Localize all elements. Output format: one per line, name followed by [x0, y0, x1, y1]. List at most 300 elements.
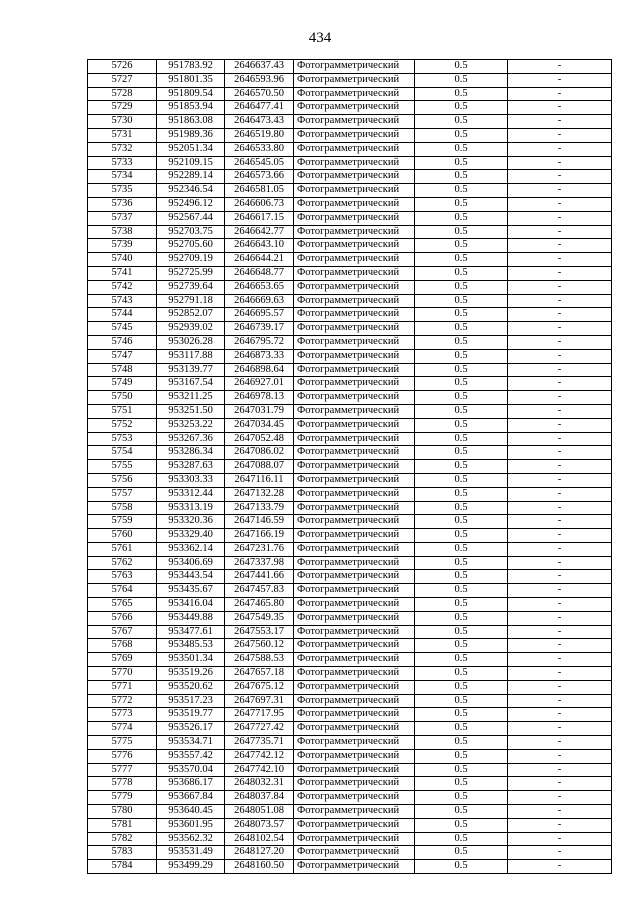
x-coordinate-cell: 952791.18: [157, 294, 225, 308]
table-row: [88, 363, 612, 377]
method-cell: Фотограмметрический: [294, 598, 415, 612]
method-cell: Фотограмметрический: [294, 391, 415, 405]
method-cell: Фотограмметрический: [294, 487, 415, 501]
table-row: [88, 529, 612, 543]
x-coordinate-cell: 952939.02: [157, 322, 225, 336]
x-coordinate-cell: 953562.32: [157, 832, 225, 846]
accuracy-cell: 0.5: [415, 377, 508, 391]
x-coordinate-cell: 953251.50: [157, 404, 225, 418]
method-cell: Фотограмметрический: [294, 73, 415, 87]
table-row: [88, 584, 612, 598]
y-coordinate-cell: 2647657.18: [225, 667, 294, 681]
note-cell: -: [508, 308, 612, 322]
accuracy-cell: 0.5: [415, 404, 508, 418]
note-cell: -: [508, 142, 612, 156]
x-coordinate-cell: 952567.44: [157, 211, 225, 225]
note-cell: -: [508, 266, 612, 280]
table-row: [88, 653, 612, 667]
method-cell: Фотограмметрический: [294, 266, 415, 280]
point-number-cell: 5743: [88, 294, 157, 308]
table-row: [88, 763, 612, 777]
y-coordinate-cell: 2647337.98: [225, 556, 294, 570]
method-cell: Фотограмметрический: [294, 363, 415, 377]
method-cell: Фотограмметрический: [294, 625, 415, 639]
x-coordinate-cell: 951783.92: [157, 60, 225, 74]
table-row: [88, 377, 612, 391]
x-coordinate-cell: 953519.77: [157, 708, 225, 722]
method-cell: Фотограмметрический: [294, 197, 415, 211]
table-row: [88, 473, 612, 487]
method-cell: Фотограмметрический: [294, 211, 415, 225]
x-coordinate-cell: 952496.12: [157, 197, 225, 211]
table-row: [88, 391, 612, 405]
table-row: [88, 253, 612, 267]
accuracy-cell: 0.5: [415, 60, 508, 74]
note-cell: -: [508, 542, 612, 556]
table-row: [88, 115, 612, 129]
note-cell: -: [508, 197, 612, 211]
point-number-cell: 5777: [88, 763, 157, 777]
point-number-cell: 5748: [88, 363, 157, 377]
point-number-cell: 5741: [88, 266, 157, 280]
note-cell: -: [508, 515, 612, 529]
note-cell: -: [508, 253, 612, 267]
table-row: [88, 156, 612, 170]
note-cell: -: [508, 87, 612, 101]
table-row: [88, 404, 612, 418]
method-cell: Фотограмметрический: [294, 377, 415, 391]
note-cell: -: [508, 404, 612, 418]
x-coordinate-cell: 952109.15: [157, 156, 225, 170]
y-coordinate-cell: 2647146.59: [225, 515, 294, 529]
note-cell: -: [508, 611, 612, 625]
note-cell: -: [508, 860, 612, 874]
x-coordinate-cell: 951853.94: [157, 101, 225, 115]
accuracy-cell: 0.5: [415, 805, 508, 819]
x-coordinate-cell: 953557.42: [157, 749, 225, 763]
point-number-cell: 5750: [88, 391, 157, 405]
accuracy-cell: 0.5: [415, 363, 508, 377]
table-row: [88, 515, 612, 529]
point-number-cell: 5760: [88, 529, 157, 543]
y-coordinate-cell: 2646653.65: [225, 280, 294, 294]
point-number-cell: 5761: [88, 542, 157, 556]
x-coordinate-cell: 953501.34: [157, 653, 225, 667]
accuracy-cell: 0.5: [415, 446, 508, 460]
accuracy-cell: 0.5: [415, 239, 508, 253]
table-row: [88, 736, 612, 750]
point-number-cell: 5742: [88, 280, 157, 294]
table-row: [88, 777, 612, 791]
y-coordinate-cell: 2648032.31: [225, 777, 294, 791]
method-cell: Фотограмметрический: [294, 294, 415, 308]
y-coordinate-cell: 2647231.76: [225, 542, 294, 556]
y-coordinate-cell: 2647465.80: [225, 598, 294, 612]
table-row: [88, 170, 612, 184]
y-coordinate-cell: 2648051.08: [225, 805, 294, 819]
table-body: [88, 60, 612, 874]
method-cell: Фотограмметрический: [294, 460, 415, 474]
method-cell: Фотограмметрический: [294, 501, 415, 515]
method-cell: Фотограмметрический: [294, 142, 415, 156]
table-row: [88, 639, 612, 653]
point-number-cell: 5783: [88, 846, 157, 860]
point-number-cell: 5764: [88, 584, 157, 598]
accuracy-cell: 0.5: [415, 791, 508, 805]
method-cell: Фотограмметрический: [294, 101, 415, 115]
x-coordinate-cell: 952705.60: [157, 239, 225, 253]
x-coordinate-cell: 951989.36: [157, 128, 225, 142]
method-cell: Фотограмметрический: [294, 418, 415, 432]
point-number-cell: 5726: [88, 60, 157, 74]
method-cell: Фотограмметрический: [294, 542, 415, 556]
note-cell: -: [508, 749, 612, 763]
note-cell: -: [508, 680, 612, 694]
note-cell: -: [508, 391, 612, 405]
y-coordinate-cell: 2647742.12: [225, 749, 294, 763]
y-coordinate-cell: 2647717.95: [225, 708, 294, 722]
point-number-cell: 5744: [88, 308, 157, 322]
note-cell: -: [508, 156, 612, 170]
method-cell: Фотограмметрический: [294, 708, 415, 722]
accuracy-cell: 0.5: [415, 736, 508, 750]
accuracy-cell: 0.5: [415, 584, 508, 598]
table-row: [88, 128, 612, 142]
method-cell: Фотограмметрический: [294, 87, 415, 101]
method-cell: Фотограмметрический: [294, 239, 415, 253]
note-cell: -: [508, 432, 612, 446]
table-row: [88, 487, 612, 501]
table-row: [88, 432, 612, 446]
accuracy-cell: 0.5: [415, 211, 508, 225]
accuracy-cell: 0.5: [415, 542, 508, 556]
accuracy-cell: 0.5: [415, 680, 508, 694]
method-cell: Фотограмметрический: [294, 225, 415, 239]
method-cell: Фотограмметрический: [294, 763, 415, 777]
method-cell: Фотограмметрический: [294, 749, 415, 763]
point-number-cell: 5784: [88, 860, 157, 874]
method-cell: Фотограмметрический: [294, 667, 415, 681]
y-coordinate-cell: 2647441.66: [225, 570, 294, 584]
note-cell: -: [508, 653, 612, 667]
x-coordinate-cell: 953416.04: [157, 598, 225, 612]
point-number-cell: 5781: [88, 818, 157, 832]
note-cell: -: [508, 60, 612, 74]
x-coordinate-cell: 953286.34: [157, 446, 225, 460]
x-coordinate-cell: 953362.14: [157, 542, 225, 556]
note-cell: -: [508, 225, 612, 239]
note-cell: -: [508, 280, 612, 294]
method-cell: Фотограмметрический: [294, 335, 415, 349]
note-cell: -: [508, 73, 612, 87]
accuracy-cell: 0.5: [415, 128, 508, 142]
accuracy-cell: 0.5: [415, 611, 508, 625]
x-coordinate-cell: 952852.07: [157, 308, 225, 322]
note-cell: -: [508, 363, 612, 377]
y-coordinate-cell: 2647031.79: [225, 404, 294, 418]
y-coordinate-cell: 2647133.79: [225, 501, 294, 515]
point-number-cell: 5762: [88, 556, 157, 570]
method-cell: Фотограмметрический: [294, 832, 415, 846]
table-row: [88, 142, 612, 156]
y-coordinate-cell: 2647560.12: [225, 639, 294, 653]
accuracy-cell: 0.5: [415, 598, 508, 612]
accuracy-cell: 0.5: [415, 184, 508, 198]
method-cell: Фотограмметрический: [294, 184, 415, 198]
point-number-cell: 5780: [88, 805, 157, 819]
method-cell: Фотограмметрический: [294, 584, 415, 598]
table-row: [88, 598, 612, 612]
accuracy-cell: 0.5: [415, 349, 508, 363]
y-coordinate-cell: 2646795.72: [225, 335, 294, 349]
y-coordinate-cell: 2646643.10: [225, 239, 294, 253]
method-cell: Фотограмметрический: [294, 570, 415, 584]
point-number-cell: 5771: [88, 680, 157, 694]
method-cell: Фотограмметрический: [294, 322, 415, 336]
y-coordinate-cell: 2647132.28: [225, 487, 294, 501]
point-number-cell: 5738: [88, 225, 157, 239]
y-coordinate-cell: 2647697.31: [225, 694, 294, 708]
point-number-cell: 5755: [88, 460, 157, 474]
y-coordinate-cell: 2647735.71: [225, 736, 294, 750]
x-coordinate-cell: 953329.40: [157, 529, 225, 543]
accuracy-cell: 0.5: [415, 487, 508, 501]
note-cell: -: [508, 460, 612, 474]
method-cell: Фотограмметрический: [294, 694, 415, 708]
y-coordinate-cell: 2647116.11: [225, 473, 294, 487]
accuracy-cell: 0.5: [415, 529, 508, 543]
y-coordinate-cell: 2646581.05: [225, 184, 294, 198]
accuracy-cell: 0.5: [415, 818, 508, 832]
accuracy-cell: 0.5: [415, 846, 508, 860]
note-cell: -: [508, 625, 612, 639]
method-cell: Фотограмметрический: [294, 653, 415, 667]
y-coordinate-cell: 2648037.84: [225, 791, 294, 805]
x-coordinate-cell: 953406.69: [157, 556, 225, 570]
method-cell: Фотограмметрический: [294, 860, 415, 874]
table-row: [88, 818, 612, 832]
x-coordinate-cell: 953519.26: [157, 667, 225, 681]
accuracy-cell: 0.5: [415, 266, 508, 280]
note-cell: -: [508, 708, 612, 722]
note-cell: -: [508, 115, 612, 129]
note-cell: -: [508, 763, 612, 777]
table-row: [88, 694, 612, 708]
accuracy-cell: 0.5: [415, 115, 508, 129]
table-row: [88, 349, 612, 363]
x-coordinate-cell: 953570.04: [157, 763, 225, 777]
table-row: [88, 625, 612, 639]
method-cell: Фотограмметрический: [294, 60, 415, 74]
point-number-cell: 5758: [88, 501, 157, 515]
y-coordinate-cell: 2646477.41: [225, 101, 294, 115]
x-coordinate-cell: 952703.75: [157, 225, 225, 239]
method-cell: Фотограмметрический: [294, 818, 415, 832]
point-number-cell: 5746: [88, 335, 157, 349]
accuracy-cell: 0.5: [415, 294, 508, 308]
table-row: [88, 60, 612, 74]
point-number-cell: 5728: [88, 87, 157, 101]
y-coordinate-cell: 2646473.43: [225, 115, 294, 129]
y-coordinate-cell: 2647553.17: [225, 625, 294, 639]
point-number-cell: 5752: [88, 418, 157, 432]
table-row: [88, 184, 612, 198]
method-cell: Фотограмметрический: [294, 611, 415, 625]
point-number-cell: 5778: [88, 777, 157, 791]
y-coordinate-cell: 2647457.83: [225, 584, 294, 598]
table-row: [88, 294, 612, 308]
point-number-cell: 5731: [88, 128, 157, 142]
accuracy-cell: 0.5: [415, 749, 508, 763]
table-row: [88, 460, 612, 474]
note-cell: -: [508, 639, 612, 653]
accuracy-cell: 0.5: [415, 322, 508, 336]
y-coordinate-cell: 2646739.17: [225, 322, 294, 336]
point-number-cell: 5768: [88, 639, 157, 653]
y-coordinate-cell: 2646644.21: [225, 253, 294, 267]
x-coordinate-cell: 952739.64: [157, 280, 225, 294]
point-number-cell: 5769: [88, 653, 157, 667]
x-coordinate-cell: 953253.22: [157, 418, 225, 432]
x-coordinate-cell: 952051.34: [157, 142, 225, 156]
point-number-cell: 5773: [88, 708, 157, 722]
x-coordinate-cell: 953686.17: [157, 777, 225, 791]
table-row: [88, 805, 612, 819]
point-number-cell: 5756: [88, 473, 157, 487]
accuracy-cell: 0.5: [415, 432, 508, 446]
table-row: [88, 556, 612, 570]
table-row: [88, 101, 612, 115]
y-coordinate-cell: 2646606.73: [225, 197, 294, 211]
y-coordinate-cell: 2646927.01: [225, 377, 294, 391]
x-coordinate-cell: 953435.67: [157, 584, 225, 598]
y-coordinate-cell: 2648073.57: [225, 818, 294, 832]
method-cell: Фотограмметрический: [294, 156, 415, 170]
accuracy-cell: 0.5: [415, 87, 508, 101]
accuracy-cell: 0.5: [415, 667, 508, 681]
x-coordinate-cell: 953667.84: [157, 791, 225, 805]
y-coordinate-cell: 2648160.50: [225, 860, 294, 874]
y-coordinate-cell: 2646545.05: [225, 156, 294, 170]
note-cell: -: [508, 128, 612, 142]
y-coordinate-cell: 2647675.12: [225, 680, 294, 694]
note-cell: -: [508, 239, 612, 253]
x-coordinate-cell: 953485.53: [157, 639, 225, 653]
point-number-cell: 5735: [88, 184, 157, 198]
y-coordinate-cell: 2648102.54: [225, 832, 294, 846]
table-row: [88, 73, 612, 87]
point-number-cell: 5747: [88, 349, 157, 363]
y-coordinate-cell: 2647086.02: [225, 446, 294, 460]
point-number-cell: 5730: [88, 115, 157, 129]
accuracy-cell: 0.5: [415, 763, 508, 777]
point-number-cell: 5727: [88, 73, 157, 87]
x-coordinate-cell: 952289.14: [157, 170, 225, 184]
note-cell: -: [508, 846, 612, 860]
note-cell: -: [508, 418, 612, 432]
accuracy-cell: 0.5: [415, 253, 508, 267]
method-cell: Фотограмметрический: [294, 680, 415, 694]
table-row: [88, 418, 612, 432]
accuracy-cell: 0.5: [415, 473, 508, 487]
note-cell: -: [508, 322, 612, 336]
point-number-cell: 5736: [88, 197, 157, 211]
y-coordinate-cell: 2646637.43: [225, 60, 294, 74]
accuracy-cell: 0.5: [415, 653, 508, 667]
x-coordinate-cell: 953313.19: [157, 501, 225, 515]
point-number-cell: 5729: [88, 101, 157, 115]
accuracy-cell: 0.5: [415, 860, 508, 874]
method-cell: Фотограмметрический: [294, 515, 415, 529]
method-cell: Фотограмметрический: [294, 432, 415, 446]
x-coordinate-cell: 953267.36: [157, 432, 225, 446]
y-coordinate-cell: 2648127.20: [225, 846, 294, 860]
note-cell: -: [508, 487, 612, 501]
y-coordinate-cell: 2646570.50: [225, 87, 294, 101]
point-number-cell: 5779: [88, 791, 157, 805]
y-coordinate-cell: 2646648.77: [225, 266, 294, 280]
point-number-cell: 5774: [88, 722, 157, 736]
y-coordinate-cell: 2646593.96: [225, 73, 294, 87]
note-cell: -: [508, 777, 612, 791]
point-number-cell: 5765: [88, 598, 157, 612]
table-row: [88, 722, 612, 736]
accuracy-cell: 0.5: [415, 142, 508, 156]
accuracy-cell: 0.5: [415, 722, 508, 736]
table-row: [88, 322, 612, 336]
note-cell: -: [508, 335, 612, 349]
y-coordinate-cell: 2646873.33: [225, 349, 294, 363]
note-cell: -: [508, 584, 612, 598]
accuracy-cell: 0.5: [415, 156, 508, 170]
method-cell: Фотограмметрический: [294, 473, 415, 487]
y-coordinate-cell: 2646533.80: [225, 142, 294, 156]
note-cell: -: [508, 556, 612, 570]
x-coordinate-cell: 953601.95: [157, 818, 225, 832]
y-coordinate-cell: 2647742.10: [225, 763, 294, 777]
x-coordinate-cell: 951809.54: [157, 87, 225, 101]
y-coordinate-cell: 2646642.77: [225, 225, 294, 239]
y-coordinate-cell: 2647549.35: [225, 611, 294, 625]
accuracy-cell: 0.5: [415, 625, 508, 639]
method-cell: Фотограмметрический: [294, 128, 415, 142]
table-row: [88, 846, 612, 860]
table-row: [88, 335, 612, 349]
x-coordinate-cell: 953026.28: [157, 335, 225, 349]
method-cell: Фотограмметрический: [294, 280, 415, 294]
table-row: [88, 749, 612, 763]
x-coordinate-cell: 951801.35: [157, 73, 225, 87]
x-coordinate-cell: 953477.61: [157, 625, 225, 639]
table-row: [88, 791, 612, 805]
accuracy-cell: 0.5: [415, 639, 508, 653]
x-coordinate-cell: 953499.29: [157, 860, 225, 874]
note-cell: -: [508, 294, 612, 308]
accuracy-cell: 0.5: [415, 418, 508, 432]
accuracy-cell: 0.5: [415, 391, 508, 405]
note-cell: -: [508, 473, 612, 487]
method-cell: Фотограмметрический: [294, 404, 415, 418]
note-cell: -: [508, 446, 612, 460]
table-row: [88, 667, 612, 681]
note-cell: -: [508, 805, 612, 819]
method-cell: Фотограмметрический: [294, 529, 415, 543]
point-number-cell: 5767: [88, 625, 157, 639]
table-row: [88, 708, 612, 722]
y-coordinate-cell: 2646978.13: [225, 391, 294, 405]
table-row: [88, 446, 612, 460]
note-cell: -: [508, 736, 612, 750]
